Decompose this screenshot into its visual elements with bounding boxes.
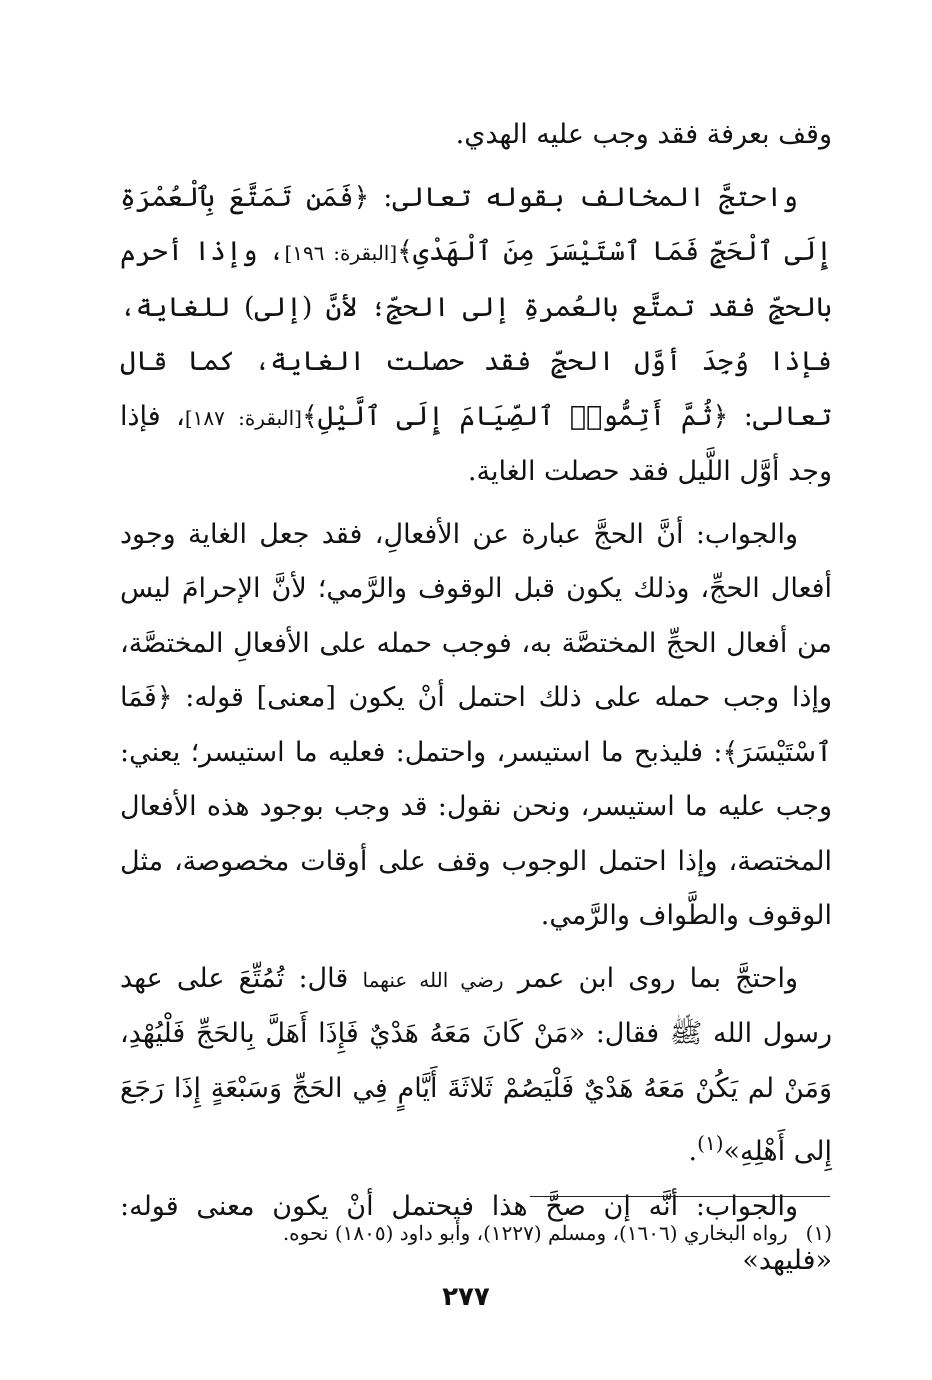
paragraph-text: ، وإذا أحرم بالحجِّ فقد تمتَّع بالعُمرةِ إلى الحجِّ؛ لأنَّ (إلى) للغاية، فإذا وُجِدَ أوَّل الحجِّ فقد حصلت الغاية، كما قال تعالى:	[120, 236, 832, 432]
paragraph-continuation: وقف بعرفة فقد وجب عليه الهدي.	[455, 119, 832, 150]
paragraph-hadith	[120, 952, 832, 1180]
quran-verse: ﴿فَمَا ٱسْتَيْسَرَ﴾	[120, 682, 832, 768]
page-number: ٢٧٧	[442, 1282, 490, 1312]
paragraph-opponent-argument	[120, 171, 832, 500]
footnote	[120, 1213, 832, 1253]
quran-verse: ﴿ثُمَّ أَتِمُّوا۟ ٱلصِّيَامَ إِلَى ٱلَّيْلِ﴾	[301, 400, 729, 432]
quran-verse: ﴿فَمَن تَمَتَّعَ بِٱلْعُمْرَةِ إِلَى ٱلْحَجِّ فَمَا ٱسْتَيْسَرَ مِنَ ٱلْهَدْىِ﴾	[120, 181, 832, 267]
paragraph-answer	[120, 508, 832, 944]
footnote-divider	[530, 1196, 830, 1197]
paragraph-text: قال: تُمُتِّعَ على عهد رسول الله	[120, 962, 832, 1049]
footnote-marker: (١)	[697, 1131, 724, 1155]
paragraph-text: واحتجَّ بما روى ابن عمر	[503, 962, 798, 994]
paragraph-text: واحتجَّ المخالف بقوله تعالى:	[369, 181, 799, 213]
page-body	[120, 108, 832, 1289]
verse-reference: [البقرة: ١٨٧]	[184, 405, 302, 430]
paragraph-second-answer: والجواب: أنَّه إن صحَّ هذا فيحتمل أنْ يكون معنى قوله: «فليهد»	[120, 1190, 832, 1276]
honorific-glyph: ﷺ	[669, 1018, 703, 1049]
footnote-number: (١)	[805, 1221, 832, 1245]
hadith-quote: فقال: «مَنْ كَانَ مَعَهُ هَدْيٌ فَإِذَا أَهَلَّ بِالحَجِّ فَلْيُهْدِ، وَمَنْ لم يَكُنْ مَعَهُ هَدْيٌ فَلْيَصُمْ ثَلاثَةَ أَيَّامٍ فِي الحَجِّ وَسَبْعَةٍ إِذَا رَجَعَ إِلى أَهْلِهِ»	[120, 1018, 832, 1167]
footnote-text: رواه البخاري (١٦٠٦)، ومسلم (١٢٢٧)، وأبو داود (١٨٠٥) نحوه.	[282, 1221, 788, 1245]
paragraph-text: ، فإذا وجد أوَّل اللَّيل فقد حصلت الغاية.	[120, 400, 832, 487]
verse-reference: [البقرة: ١٩٦]	[284, 241, 398, 265]
paragraph-text: .	[688, 1136, 698, 1167]
paragraph-text: والجواب: أنَّ الحجَّ عبارة عن الأفعالِ، فقد جعل الغاية وجود أفعال الحجِّ، وذلك يكون قبل الوقوف والرَّمي؛ لأنَّ الإحرامَ ليس من أفعال الحجِّ المختصَّة به، فوجب حمله على الأفعالِ المختصَّة، وإذا وجب حمله على ذلك احتمل أنْ يكون [معنى] قوله:	[120, 518, 832, 713]
paragraph-text: : فليذبح ما استيسر، واحتمل: فعليه ما استيسر؛ يعني: وجب عليه ما استيسر، ونحن نقول: قد وجب بوجود هذه الأفعال المختصة، وإذا احتمل الوجوب وقف على أوقات مخصوصة، مثل الوقوف والطَّواف والرَّمي.	[120, 736, 832, 931]
honorific-glyph: رضي الله عنهما	[362, 967, 504, 992]
